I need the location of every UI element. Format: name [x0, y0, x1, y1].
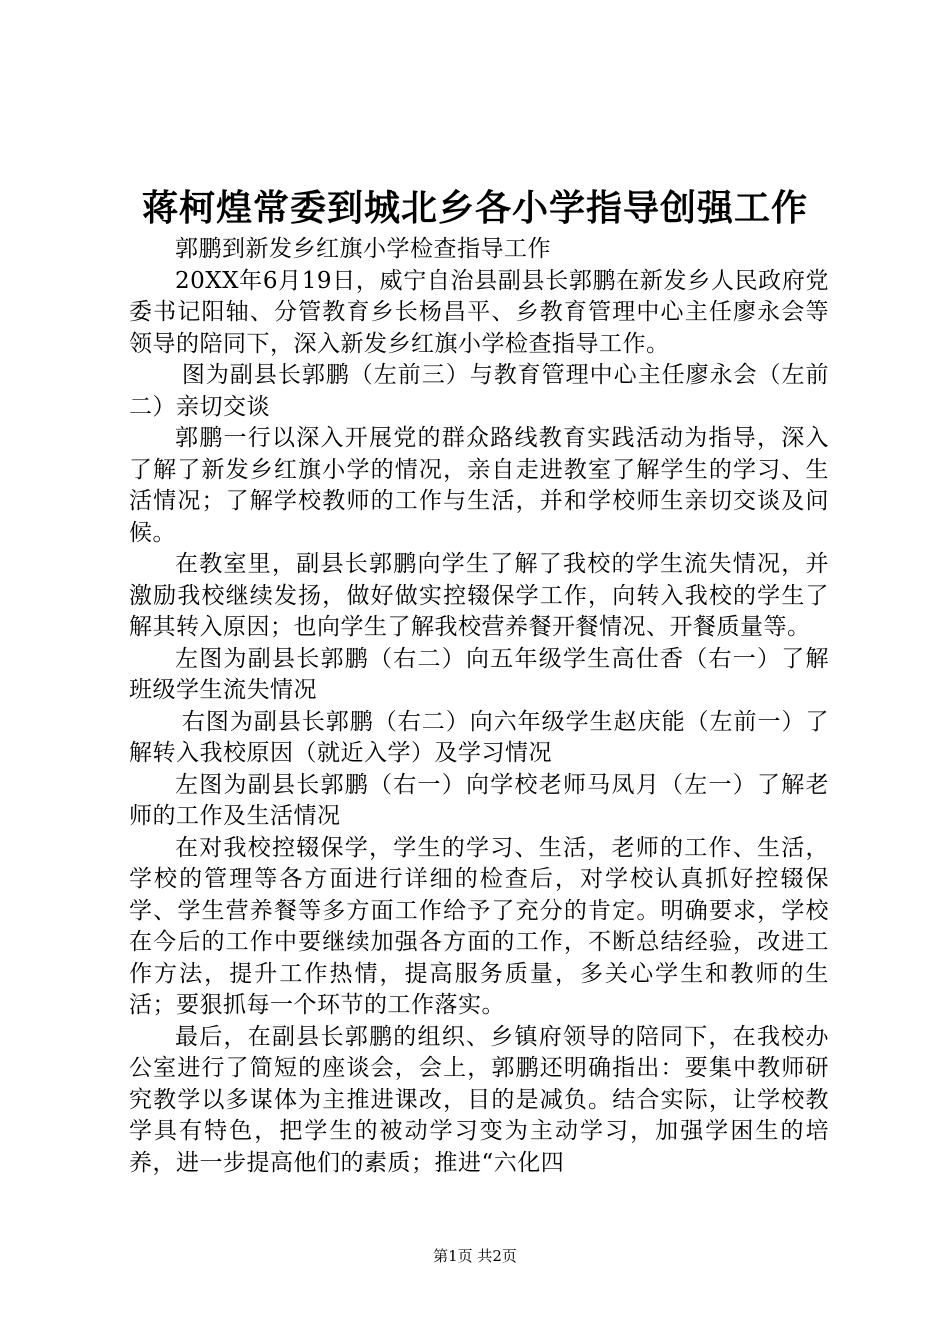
document-body — [129, 234, 829, 1179]
paragraph: 郭鹏一行以深入开展党的群众路线教育实践活动为指导，深入了解了新发乡红旗小学的情况，亲自走进教室了解学生的学习、生活情况；了解学校教师的工作与生活，并和学校师生亲切交谈及问候。 — [129, 425, 829, 546]
document-title: 蒋柯煌常委到城北乡各小学指导创强工作 — [141, 187, 808, 229]
photo-caption: 右图为副县长郭鹏（右二）向六年级学生赵庆能（左前一）了解转入我校原因（就近入学）及学习情况 — [129, 708, 829, 766]
photo-caption: 图为副县长郭鹏（左前三）与教育管理中心主任廖永会（左前二）亲切交谈 — [129, 362, 829, 420]
photo-caption: 左图为副县长郭鹏（右一）向学校老师马凤月（左一）了解老师的工作及生活情况 — [129, 771, 829, 829]
paragraph: 在教室里，副县长郭鹏向学生了解了我校的学生流失情况，并激励我校继续发扬，做好做实控辍保学工作，向转入我校的学生了解其转入原因；也向学生了解我校营养餐开餐情况、开餐质量等。 — [129, 551, 829, 640]
subheading: 郭鹏到新发乡红旗小学检查指导工作 — [175, 236, 551, 262]
photo-caption: 左图为副县长郭鹏（右二）向五年级学生高仕香（右一）了解班级学生流失情况 — [129, 645, 829, 703]
paragraph: 20XX年6月19日，威宁自治县副县长郭鹏在新发乡人民政府党委书记阳轴、分管教育乡长杨昌平、乡教育管理中心主任廖永会等领导的陪同下，深入新发乡红旗小学检查指导工作。 — [129, 267, 829, 357]
paragraph: 在对我校控辍保学，学生的学习、生活，老师的工作、生活，学校的管理等各方面进行详细的检查后，对学校认真抓好控辍保学、学生营养餐等多方面工作给予了充分的肯定。明确要求，学校在今后的工作中要继续加强各方面的工作，不断总结经验，改进工作方法，提升工作热情，提高服务质量，多关心学生和教师的生活；要狠抓每一个环节的工作落实。 — [129, 834, 829, 1018]
page-number-footer: 第1页 共2页 — [433, 1247, 517, 1265]
paragraph: 最后，在副县长郭鹏的组织、乡镇府领导的陪同下，在我校办公室进行了简短的座谈会，会上，郭鹏还明确指出：要集中教师研究教学以多谋体为主推进课改，目的是减负。结合实际，让学校教学具有特色，把学生的被动学习变为主动学习，加强学困生的培养，进一步提高他们的素质；推进“六化四 — [129, 1023, 829, 1176]
